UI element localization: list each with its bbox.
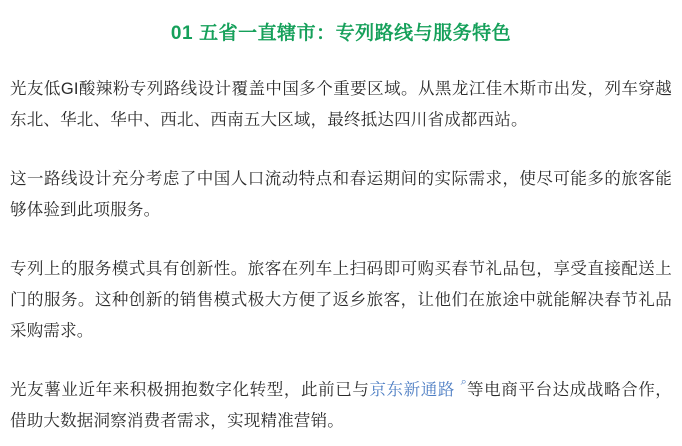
jd-xintonglu-link[interactable] bbox=[369, 376, 468, 399]
paragraph-4 bbox=[8, 375, 674, 437]
paragraph-4-text-before: 光友薯业近年来积极拥抱数字化转型，此前已与 bbox=[10, 381, 370, 399]
paragraph-4-text-after: 等电商平台达成战略合作，借助大数据洞察消费者需求，实现精准营销。 bbox=[10, 381, 673, 430]
paragraph-1: 光友低GI酸辣粉专列路线设计覆盖中国多个重要区域。从黑龙江佳木斯市出发，列车穿越东北、华北、华中、西北、西南五大区域，最终抵达四川省成都西站。 bbox=[10, 80, 672, 129]
paragraph-3: 专列上的服务模式具有创新性。旅客在列车上扫码即可购买春节礼品包，享受直接配送上门的服务。这种创新的销售模式极大方便了返乡旅客，让他们在旅途中就能解决春节礼品采购需求。 bbox=[10, 260, 672, 340]
jd-xintonglu-link-label: 京东新通路 bbox=[369, 381, 456, 399]
section-title-text: 五省一直辖市：专列路线与服务特色 bbox=[199, 23, 512, 44]
paragraph-2: 这一路线设计充分考虑了中国人口流动特点和春运期间的实际需求，使尽可能多的旅客能够体验到此项服务。 bbox=[10, 170, 672, 219]
section-number: 01 bbox=[170, 23, 194, 44]
page-title bbox=[8, 20, 674, 48]
search-icon[interactable]: ⌕ bbox=[460, 376, 468, 388]
article-page bbox=[0, 20, 682, 446]
